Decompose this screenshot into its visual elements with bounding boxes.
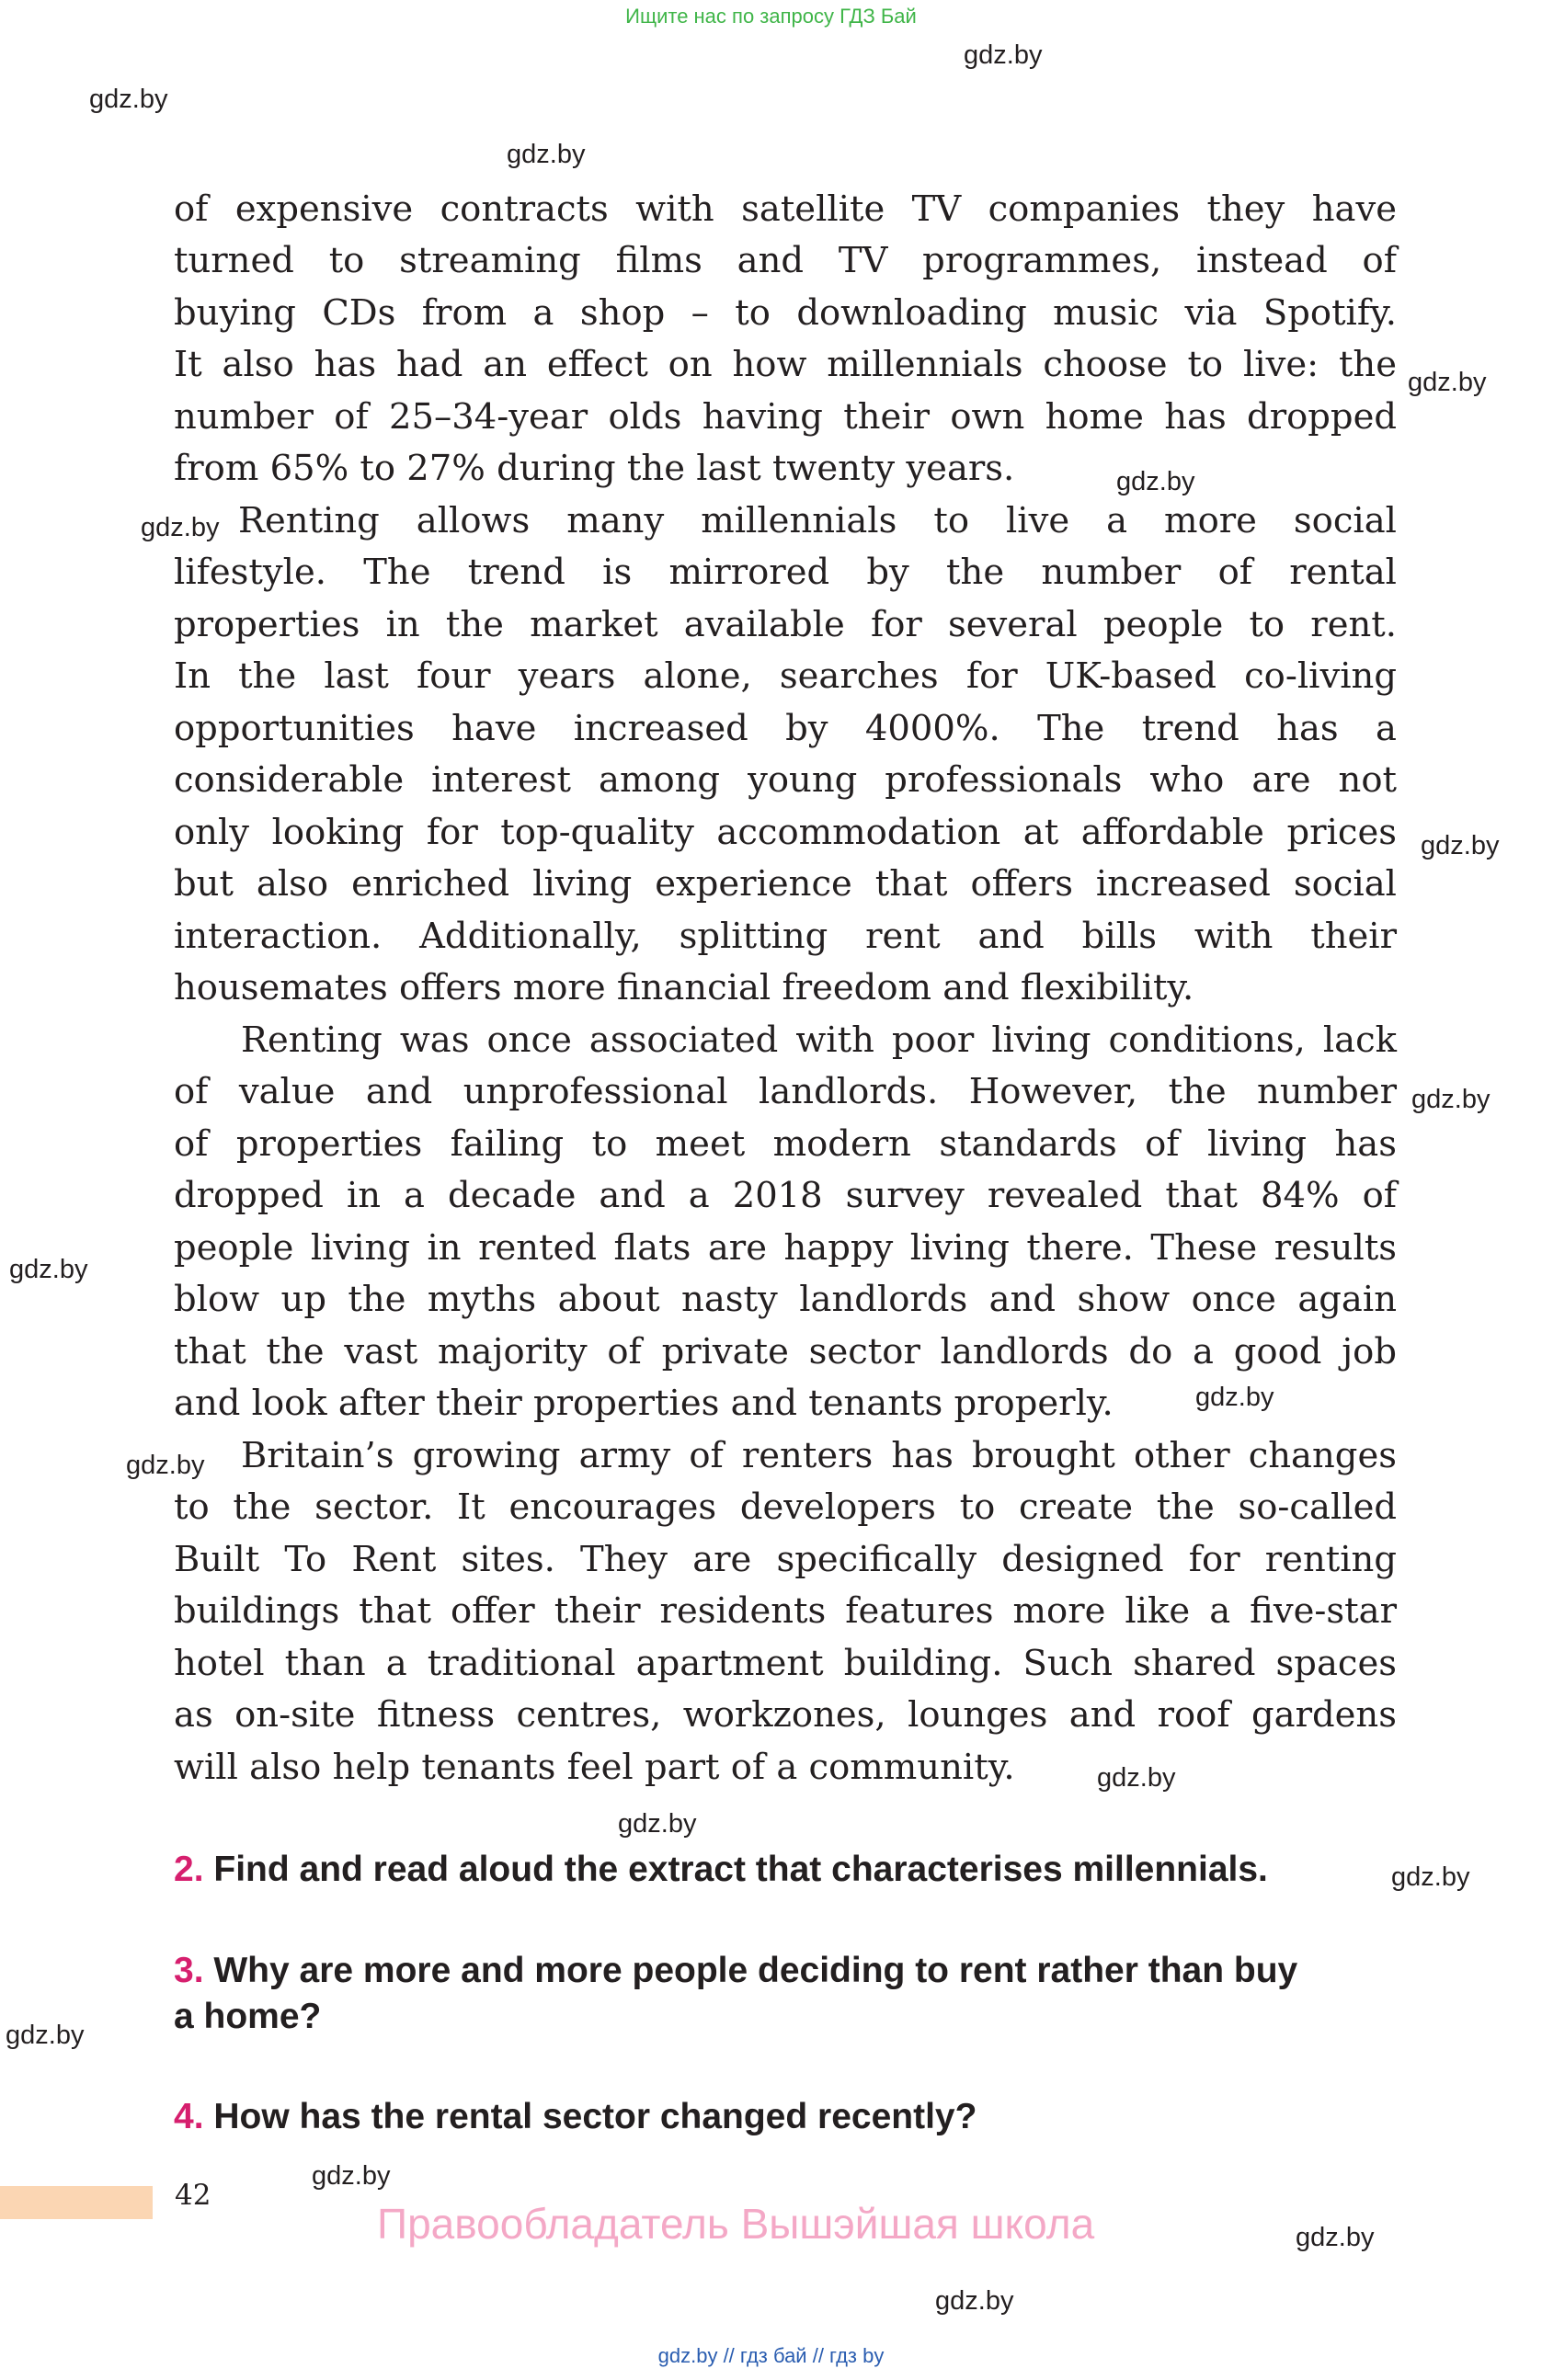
footer-links: gdz.by // гдз бай // гдз by: [657, 2344, 885, 2367]
article-line: Built To Rent sites. They are specifically designed for renting: [174, 1539, 1397, 1580]
watermark: gdz.by: [1116, 467, 1195, 496]
article-line: dropped in a decade and a 2018 survey revealed that 84% of: [174, 1175, 1397, 1216]
watermark: gdz.by: [964, 40, 1043, 70]
article-line: housemates offers more financial freedom and flexibility.: [174, 967, 1194, 1008]
watermark: gdz.by: [9, 1255, 88, 1284]
article-line: that the vast majority of private sector landlords do a good job: [174, 1331, 1397, 1372]
watermark: gdz.by: [141, 513, 220, 542]
question-text: Find and read aloud the extract that characterises millennials.: [213, 1850, 1268, 1889]
watermark: gdz.by: [1411, 1085, 1491, 1114]
watermark: gdz.by: [1195, 1383, 1274, 1412]
article-line: interaction. Additionally, splitting rent and bills with their: [174, 916, 1397, 957]
watermark: gdz.by: [89, 85, 168, 114]
article-line: Britain’s growing army of renters has brought other changes: [241, 1435, 1397, 1476]
watermark: gdz.by: [1391, 1862, 1470, 1892]
question-2: [174, 1850, 1268, 1890]
watermark: gdz.by: [1421, 831, 1500, 860]
question-number: 2.: [174, 1850, 204, 1889]
article-line: buildings that offer their residents features more like a five-star: [174, 1590, 1397, 1632]
article-line: lifestyle. The trend is mirrored by the number of rental: [174, 552, 1397, 593]
article-line: number of 25–34-year olds having their own home has dropped: [174, 396, 1397, 438]
watermark: gdz.by: [935, 2286, 1014, 2316]
watermark: gdz.by: [126, 1451, 205, 1480]
page-number-bar: [0, 2186, 153, 2219]
watermark: gdz.by: [507, 140, 586, 169]
question-text: How has the rental sector changed recently?: [213, 2097, 977, 2136]
top-search-note: Ищите нас по запросу ГДЗ Бай: [625, 5, 917, 28]
article-line: Renting was once associated with poor living conditions, lack: [241, 1019, 1397, 1061]
article-line: to the sector. It encourages developers to create the so-called: [174, 1486, 1397, 1528]
watermark: gdz.by: [312, 2161, 391, 2191]
article-line: hotel than a traditional apartment building. Such shared spaces: [174, 1643, 1397, 1684]
article-line: as on-site fitness centres, workzones, lounges and roof gardens: [174, 1694, 1397, 1736]
watermark: gdz.by: [618, 1809, 697, 1839]
article-line: Renting allows many millennials to live a more social: [238, 500, 1397, 541]
article-line: of properties failing to meet modern standards of living has: [174, 1123, 1397, 1165]
article-line: It also has had an effect on how millennials choose to live: the: [174, 344, 1397, 385]
article-line: from 65% to 27% during the last twenty years.: [174, 448, 1015, 489]
article-line: In the last four years alone, searches for UK-based co-living: [174, 655, 1397, 697]
article-line: turned to streaming films and TV programmes, instead of: [174, 240, 1397, 281]
copyright-holder: Правообладатель Вышэйшая школа: [377, 2200, 1095, 2248]
article-line: will also help tenants feel part of a community.: [174, 1747, 1015, 1788]
article-line: only looking for top-quality accommodation at affordable prices: [174, 812, 1397, 853]
article-line: and look after their properties and tenants properly.: [174, 1383, 1114, 1424]
article-line: considerable interest among young professionals who are not: [174, 759, 1397, 801]
watermark: gdz.by: [6, 2021, 85, 2050]
watermark: gdz.by: [1097, 1763, 1176, 1793]
article-line: of value and unprofessional landlords. However, the number: [174, 1071, 1397, 1112]
article-line: of expensive contracts with satellite TV companies they have: [174, 188, 1397, 230]
article-line: buying CDs from a shop – to downloading music via Spotify.: [174, 292, 1397, 334]
watermark: gdz.by: [1408, 368, 1487, 397]
page-number: 42: [175, 2179, 211, 2212]
article-line: people living in rented flats are happy living there. These results: [174, 1227, 1397, 1269]
article-line: properties in the market available for several people to rent.: [174, 604, 1397, 645]
question-3-continued: [174, 1997, 321, 2037]
watermark: gdz.by: [1296, 2223, 1375, 2252]
question-text: Why are more and more people deciding to rent rather than buy: [213, 1951, 1298, 1990]
article-line: but also enriched living experience that offers increased social: [174, 863, 1397, 905]
question-number: 4.: [174, 2097, 204, 2136]
question-4: [174, 2097, 977, 2137]
question-text: a home?: [174, 1997, 322, 2036]
article-line: opportunities have increased by 4000%. The trend has a: [174, 708, 1397, 749]
question-number: 3.: [174, 1951, 204, 1990]
article-line: blow up the myths about nasty landlords and show once again: [174, 1279, 1397, 1320]
question-3: [174, 1951, 1297, 1991]
